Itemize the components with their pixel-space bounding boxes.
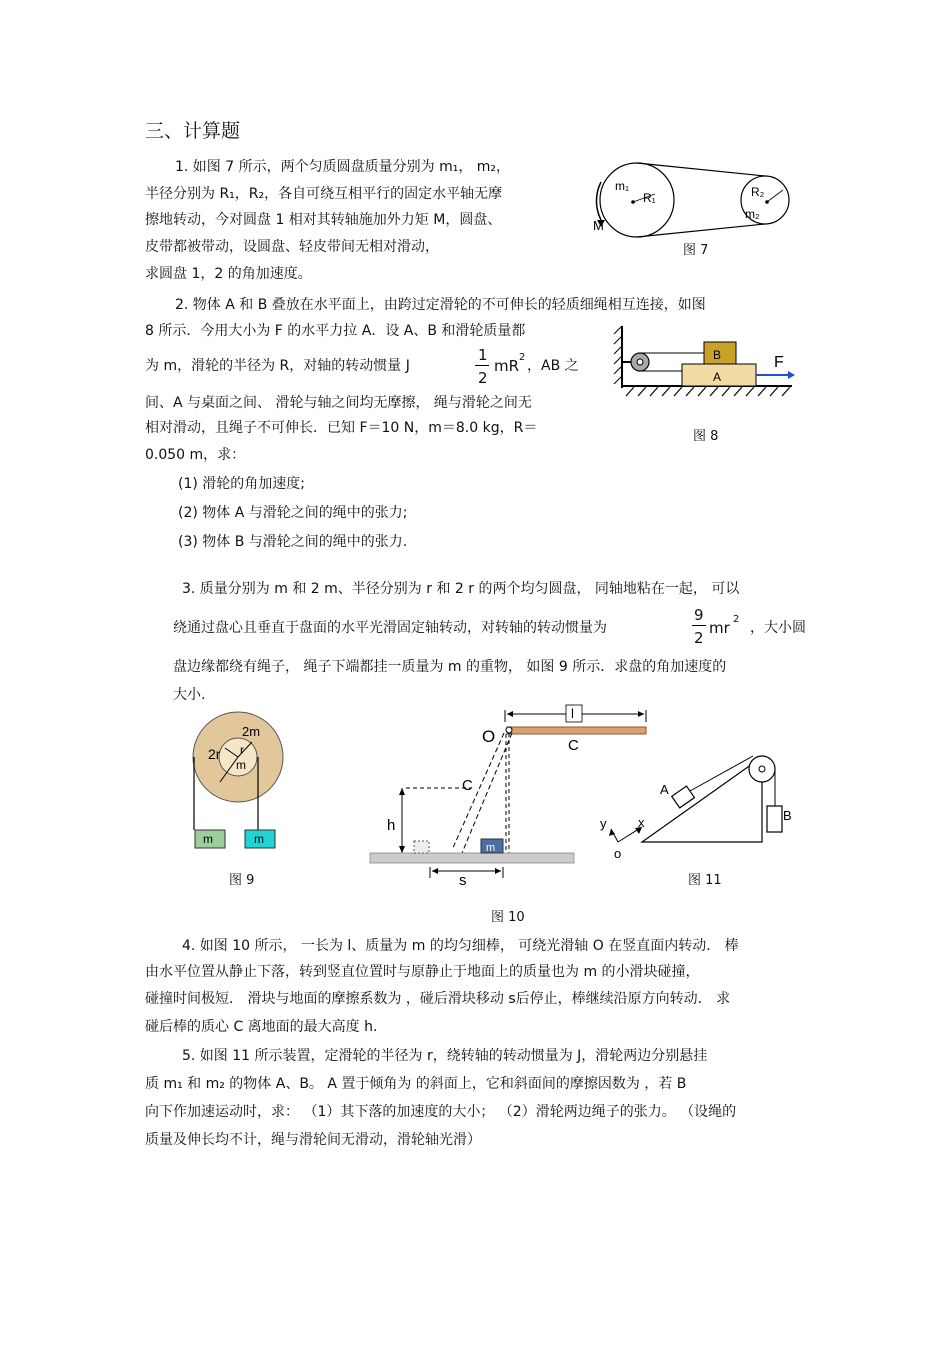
figure-11-diagram — [598, 742, 798, 864]
problem-3-line: ，大小圆 — [750, 620, 806, 636]
figure-9-caption: 图 9 — [229, 873, 255, 888]
fraction-bar — [692, 625, 706, 626]
problem-5-line: 5. 如图 11 所示装置，定滑轮的半径为 r，绕转轴的转动惯量为 J，滑轮两边分别悬挂 — [182, 1048, 708, 1064]
label-a: A — [660, 782, 669, 797]
problem-1-line: 半径分别为 R₁，R₂，各自可绕互相平行的固定水平轴无摩 — [145, 186, 503, 202]
label-m: m — [236, 758, 246, 772]
label-m: m — [486, 842, 496, 854]
problem-5-line: 质 m₁ 和 m₂ 的物体 A、B。 A 置于倾角为 的斜面上，它和斜面间的摩擦因数为 ，若 B — [145, 1076, 687, 1092]
label-o: O — [482, 727, 496, 746]
problem-2-line: 2. 物体 A 和 B 叠放在水平面上，由跨过定滑轮的不可伸长的轻质细绳相互连接，如图 — [175, 297, 706, 313]
formula-numerator: 9 — [694, 606, 704, 624]
formula-numerator: 1 — [478, 346, 488, 364]
label-c-mid: C — [462, 777, 473, 794]
problem-2-line: 0.050 m，求： — [145, 447, 246, 463]
formula-exponent: 2 — [519, 352, 526, 363]
question-item: (2) 物体 A 与滑轮之间的绳中的张力; — [178, 505, 408, 521]
fraction-bar — [475, 365, 489, 366]
question-item: (3) 物体 B 与滑轮之间的绳中的张力. — [178, 534, 408, 550]
label-l: l — [571, 706, 574, 721]
problem-5-line: 质量及伸长均不计，绳与滑轮间无滑动，滑轮轴光滑） — [145, 1132, 481, 1148]
label-b: B — [713, 348, 722, 362]
question-item: (1) 滑轮的角加速度; — [178, 476, 305, 492]
label-a: A — [713, 370, 722, 384]
label-c-top: C — [568, 737, 579, 754]
formula-body: mR — [494, 357, 520, 375]
problem-2-line: 8 所示．今用大小为 F 的水平力拉 A．设 A、B 和滑轮质量都 — [145, 323, 526, 339]
label-y: y — [600, 816, 607, 831]
figure-7-caption: 图 7 — [683, 243, 709, 258]
label-m1: m₁ — [615, 179, 630, 193]
problem-2-line: ，AB 之 — [527, 358, 579, 374]
label-h: h — [387, 817, 396, 834]
label-r2: R₂ — [751, 185, 765, 199]
label-right-mass: m — [254, 832, 264, 846]
figure-9-diagram — [190, 712, 290, 852]
label-x: x — [638, 815, 645, 830]
problem-2-line: 间、A 与桌面之间、 滑轮与轴之间均无摩擦， 绳与滑轮之间无 — [145, 395, 532, 411]
problem-1-line: 1. 如图 7 所示，两个匀质圆盘质量分别为 m₁， m₂， — [175, 159, 511, 175]
problem-2-line: 为 m，滑轮的半径为 R，对轴的转动惯量 J — [145, 358, 410, 374]
problem-5-line: 向下作加速运动时，求： （1）其下落的加速度的大小； （2）滑轮两边绳子的张力。 （设绳的 — [145, 1104, 737, 1120]
label-r1: R₁ — [643, 191, 656, 205]
label-m2: m₂ — [745, 207, 760, 221]
formula-exponent: 2 — [733, 614, 740, 625]
problem-4-line: 碰撞时间极短． 滑块与地面的摩擦系数为 ，碰后滑块移动 s后停止，棒继续沿原方向转动． 求 — [145, 991, 731, 1007]
figure-10-caption: 图 10 — [491, 910, 525, 925]
problem-4-line: 碰后棒的质心 C 离地面的最大高度 h. — [145, 1019, 378, 1035]
formula-body: mr — [709, 619, 730, 637]
label-2m: 2m — [242, 724, 261, 739]
problem-4-line: 由水平位置从静止下落，转到竖直位置时与原静止于地面上的质量也为 m 的小滑块碰撞， — [145, 964, 700, 980]
problem-3-line: 盘边缘都绕有绳子， 绳子下端都挂一质量为 m 的重物， 如图 9 所示．求盘的角加速度的 — [173, 659, 727, 675]
problem-3-line: 3. 质量分别为 m 和 2 m、半径分别为 r 和 2 r 的两个均匀圆盘， 同轴地粘在一起， 可以 — [182, 581, 740, 597]
problem-3-line: 绕通过盘心且垂直于盘面的水平光滑固定轴转动，对转轴的转动惯量为 — [173, 620, 607, 636]
figure-8-diagram — [612, 322, 797, 402]
figure-11-caption: 图 11 — [688, 873, 722, 888]
problem-1-line: 求圆盘 1，2 的角加速度。 — [145, 266, 312, 282]
problem-1-line: 皮带都被带动，设圆盘、轻皮带间无相对滑动， — [145, 239, 439, 255]
label-r: r — [240, 743, 244, 757]
formula-denominator: 2 — [478, 369, 488, 387]
label-2r: 2r — [208, 746, 221, 762]
formula-denominator: 2 — [694, 629, 704, 647]
section-heading: 三、计算题 — [145, 120, 241, 142]
label-f: F — [774, 354, 784, 371]
label-left-mass: m — [203, 832, 213, 846]
problem-1-line: 擦地转动，今对圆盘 1 相对其转轴施加外力矩 M，圆盘、 — [145, 212, 502, 228]
label-s: s — [459, 872, 467, 889]
problem-3-line: 大小. — [173, 687, 206, 703]
label-b: B — [783, 808, 792, 823]
problem-2-line: 相对滑动，且绳子不可伸长．已知 F＝10 N，m＝8.0 kg，R＝ — [145, 420, 538, 436]
label-o: o — [614, 846, 622, 861]
figure-8-caption: 图 8 — [693, 429, 719, 444]
label-moment: M — [593, 218, 604, 233]
problem-4-line: 4. 如图 10 所示， 一长为 l、质量为 m 的均匀细棒， 可绕光滑轴 O 在竖直面内转动． 棒 — [182, 938, 739, 954]
